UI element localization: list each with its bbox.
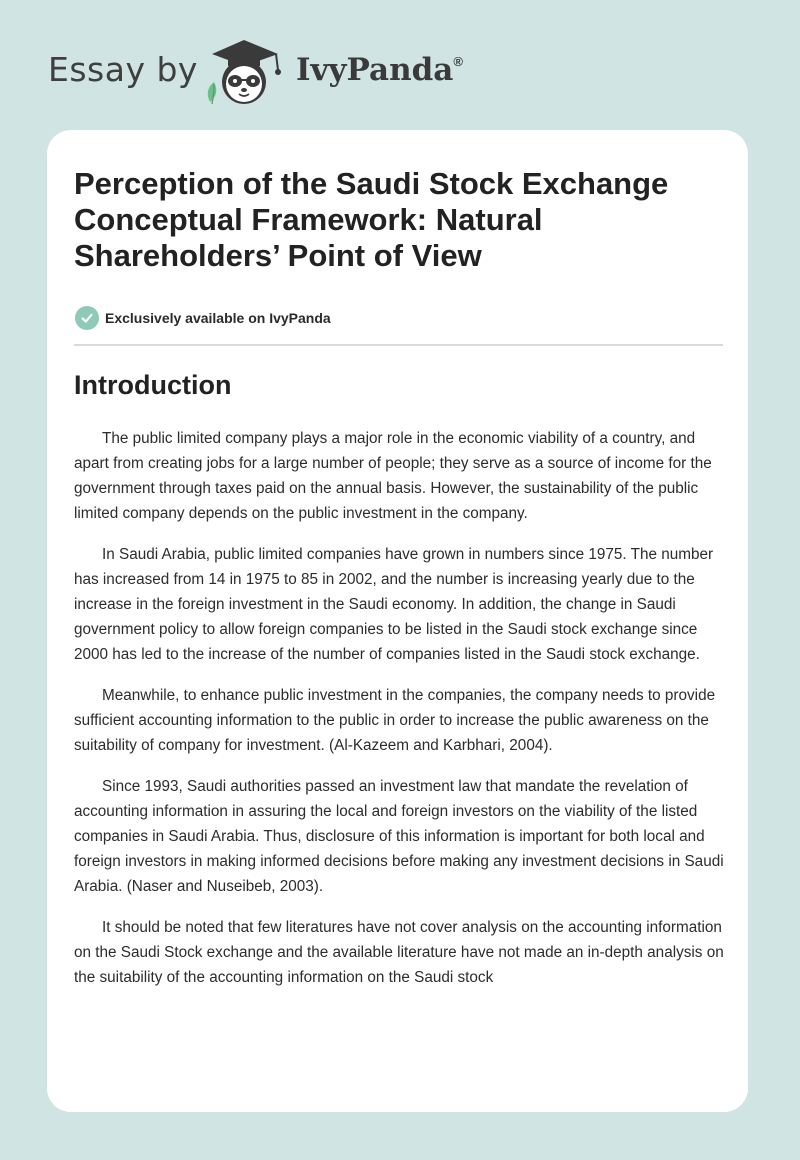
- paragraph: In Saudi Arabia, public limited companies have grown in numbers since 1975. The number has increased from 14 in 1975 to 85 in 2002, and the number is increasing yearly due to the increase in the foreign investment in the Saudi economy. In addition, the change in Saudi government policy to allow foreign companies to be listed in the Saudi stock exchange since 2000 has led to the increase of the number of companies listed in the Saudi stock exchange.: [74, 546, 714, 663]
- paragraph: It should be noted that few literatures have not cover analysis on the accounting information on the Saudi Stock exchange and the available literature have not made an in-depth analysis on the suitability of the accounting information on the Saudi stock: [74, 919, 724, 986]
- check-circle-icon: [75, 306, 99, 330]
- registered-mark: ®: [453, 54, 463, 69]
- exclusive-badge: [75, 306, 331, 330]
- paragraph: Since 1993, Saudi authorities passed an investment law that mandate the revelation of accounting information in assuring the local and foreign investors on the viability of the listed companies in Saudi Arabia. Thus, disclosure of this information is important for both local and foreign investors in making informed decisions before making any investment decisions in Saudi Arabia. (Naser and Nuseibeb, 2003).: [74, 778, 724, 895]
- panda-graduate-logo-icon[interactable]: [198, 36, 290, 108]
- badge-label: Exclusively available on IvyPanda: [105, 310, 331, 326]
- section-heading: Introduction: [74, 370, 232, 400]
- card-bottom-padding: [47, 1062, 748, 1112]
- brand-name[interactable]: [296, 52, 463, 88]
- essay-body: [74, 426, 729, 1006]
- essay-card: [47, 130, 748, 1112]
- paragraph: Meanwhile, to enhance public investment in the companies, the company needs to provide sufficient accounting information to the public in order to increase the public awareness on the suitability of company for investment. (Al-Kazeem and Karbhari, 2004).: [74, 687, 716, 754]
- brand-name-text: IvyPanda: [296, 52, 454, 88]
- divider: [74, 344, 723, 346]
- site-header: [0, 0, 800, 130]
- paragraph: The public limited company plays a major role in the economic viability of a country, and apart from creating jobs for a large number of people; they serve as a source of income for the government through taxes paid on the annual basis. However, the sustainability of the public limited company depends on the public investment in the company.: [74, 430, 712, 522]
- page-title: Perception of the Saudi Stock Exchange Conceptual Framework: Natural Shareholders’ Point of View: [74, 166, 669, 273]
- brand-prefix: Essay by: [48, 50, 198, 89]
